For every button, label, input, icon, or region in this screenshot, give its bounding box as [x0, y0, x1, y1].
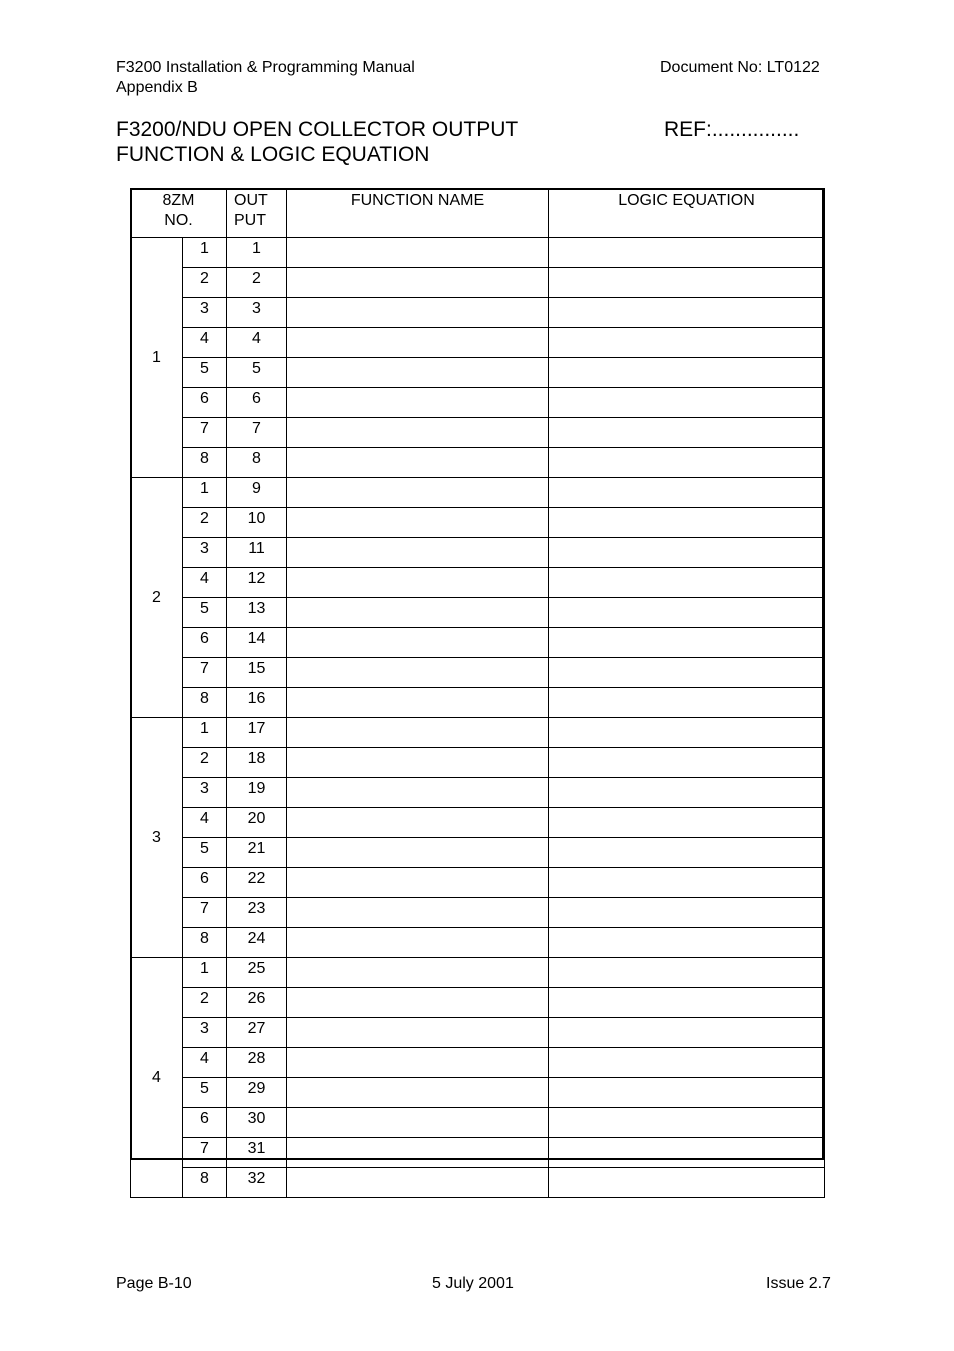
- table-row: [131, 688, 825, 718]
- table-row: [131, 418, 825, 448]
- output-number-cell: 17: [227, 718, 287, 748]
- sub-number-cell: 8: [183, 1168, 227, 1198]
- output-number-cell: 30: [227, 1108, 287, 1138]
- table-row: [131, 298, 825, 328]
- table-row: [131, 508, 825, 538]
- sub-number-cell: 7: [183, 1138, 227, 1168]
- output-number-cell: 24: [227, 928, 287, 958]
- function-name-cell[interactable]: [287, 748, 549, 778]
- reference-field: REF:...............: [664, 118, 800, 141]
- header-out-label: OUT: [234, 192, 268, 209]
- function-name-cell[interactable]: [287, 238, 549, 268]
- logic-equation-cell[interactable]: [549, 748, 825, 778]
- table-row: [131, 238, 825, 268]
- logic-equation-cell[interactable]: [549, 958, 825, 988]
- sub-number-cell: 6: [183, 628, 227, 658]
- logic-equation-cell[interactable]: [549, 778, 825, 808]
- page-title: [116, 117, 518, 167]
- function-name-cell[interactable]: [287, 628, 549, 658]
- sub-number-cell: 1: [183, 478, 227, 508]
- logic-equation-cell[interactable]: [549, 658, 825, 688]
- output-number-cell: 25: [227, 958, 287, 988]
- logic-equation-cell[interactable]: [549, 598, 825, 628]
- issue-date: 5 July 2001: [432, 1275, 514, 1292]
- output-number-cell: 14: [227, 628, 287, 658]
- function-name-cell[interactable]: [287, 868, 549, 898]
- output-number-cell: 4: [227, 328, 287, 358]
- output-number-cell: 27: [227, 1018, 287, 1048]
- logic-equation-cell[interactable]: [549, 868, 825, 898]
- zm-number-cell: 2: [131, 478, 183, 718]
- output-number-cell: 9: [227, 478, 287, 508]
- logic-equation-cell[interactable]: [549, 1048, 825, 1078]
- table-row: [131, 1078, 825, 1108]
- function-name-cell[interactable]: [287, 538, 549, 568]
- logic-equation-cell[interactable]: [549, 718, 825, 748]
- sub-number-cell: 3: [183, 298, 227, 328]
- logic-equation-cell[interactable]: [549, 508, 825, 538]
- sub-number-cell: 5: [183, 838, 227, 868]
- sub-number-cell: 5: [183, 598, 227, 628]
- sub-number-cell: 7: [183, 658, 227, 688]
- logic-equation-cell[interactable]: [549, 1078, 825, 1108]
- function-name-cell[interactable]: [287, 328, 549, 358]
- table-row: [131, 718, 825, 748]
- logic-equation-cell[interactable]: [549, 928, 825, 958]
- output-number-cell: 10: [227, 508, 287, 538]
- sub-number-cell: 7: [183, 418, 227, 448]
- table-row: [131, 838, 825, 868]
- logic-equation-cell[interactable]: [549, 988, 825, 1018]
- sub-number-cell: 5: [183, 358, 227, 388]
- output-number-cell: 13: [227, 598, 287, 628]
- function-name-cell[interactable]: [287, 1048, 549, 1078]
- zm-number-cell: 1: [131, 238, 183, 478]
- function-name-cell[interactable]: [287, 298, 549, 328]
- output-number-cell: 21: [227, 838, 287, 868]
- table-row: [131, 1168, 825, 1198]
- function-name-cell[interactable]: [287, 358, 549, 388]
- logic-equation-cell[interactable]: [549, 298, 825, 328]
- sub-number-cell: 2: [183, 988, 227, 1018]
- logic-equation-cell[interactable]: [549, 1168, 825, 1198]
- output-number-cell: 26: [227, 988, 287, 1018]
- sub-number-cell: 7: [183, 898, 227, 928]
- table-row: [131, 868, 825, 898]
- logic-equation-cell[interactable]: [549, 628, 825, 658]
- table-row: [131, 598, 825, 628]
- function-name-cell[interactable]: [287, 658, 549, 688]
- sub-number-cell: 3: [183, 538, 227, 568]
- table-row: [131, 358, 825, 388]
- table-body: [131, 189, 825, 1198]
- sub-number-cell: 8: [183, 928, 227, 958]
- output-number-cell: 3: [227, 298, 287, 328]
- sub-number-cell: 2: [183, 268, 227, 298]
- table-row: [131, 898, 825, 928]
- output-number-cell: 31: [227, 1138, 287, 1168]
- function-name-cell[interactable]: [287, 1018, 549, 1048]
- table-row: [131, 748, 825, 778]
- sub-number-cell: 1: [183, 238, 227, 268]
- appendix-label: Appendix B: [116, 79, 198, 96]
- function-name-cell[interactable]: [287, 838, 549, 868]
- function-name-cell[interactable]: [287, 568, 549, 598]
- header-output: [227, 189, 287, 238]
- logic-equation-cell[interactable]: [549, 1108, 825, 1138]
- function-name-cell[interactable]: [287, 988, 549, 1018]
- logic-equation-cell[interactable]: [549, 478, 825, 508]
- function-name-cell[interactable]: [287, 388, 549, 418]
- table-row: [131, 658, 825, 688]
- function-name-cell[interactable]: [287, 778, 549, 808]
- logic-equation-cell[interactable]: [549, 1018, 825, 1048]
- table-row: [131, 1138, 825, 1168]
- output-number-cell: 16: [227, 688, 287, 718]
- sub-number-cell: 4: [183, 1048, 227, 1078]
- logic-equation-cell[interactable]: [549, 358, 825, 388]
- manual-title: F3200 Installation & Programming Manual: [116, 59, 415, 76]
- logic-equation-cell[interactable]: [549, 418, 825, 448]
- issue-number: Issue 2.7: [766, 1275, 831, 1292]
- table-row: [131, 808, 825, 838]
- sub-number-cell: 3: [183, 778, 227, 808]
- logic-equation-cell[interactable]: [549, 898, 825, 928]
- sub-number-cell: 4: [183, 568, 227, 598]
- logic-equation-cell[interactable]: [549, 328, 825, 358]
- sub-number-cell: 8: [183, 448, 227, 478]
- sub-number-cell: 5: [183, 1078, 227, 1108]
- sub-number-cell: 3: [183, 1018, 227, 1048]
- table-row: [131, 268, 825, 298]
- header-put-label: PUT: [234, 212, 266, 229]
- page-title-line2: FUNCTION & LOGIC EQUATION: [116, 143, 430, 166]
- logic-equation-cell[interactable]: [549, 688, 825, 718]
- sub-number-cell: 2: [183, 748, 227, 778]
- logic-equation-cell[interactable]: [549, 538, 825, 568]
- logic-equation-cell[interactable]: [549, 568, 825, 598]
- table-row: [131, 388, 825, 418]
- function-name-cell[interactable]: [287, 1108, 549, 1138]
- logic-equation-cell[interactable]: [549, 238, 825, 268]
- output-number-cell: 23: [227, 898, 287, 928]
- table-row: [131, 778, 825, 808]
- sub-number-cell: 8: [183, 688, 227, 718]
- table-row: [131, 538, 825, 568]
- output-number-cell: 19: [227, 778, 287, 808]
- output-number-cell: 7: [227, 418, 287, 448]
- function-name-cell[interactable]: [287, 1168, 549, 1198]
- table-row: [131, 988, 825, 1018]
- header-8zm-label: 8ZM: [162, 192, 195, 209]
- function-name-cell[interactable]: [287, 448, 549, 478]
- sub-number-cell: 4: [183, 808, 227, 838]
- output-number-cell: 8: [227, 448, 287, 478]
- table-row: [131, 1018, 825, 1048]
- table-row: [131, 958, 825, 988]
- table-row: [131, 568, 825, 598]
- sub-number-cell: 1: [183, 718, 227, 748]
- output-number-cell: 1: [227, 238, 287, 268]
- function-name-cell[interactable]: [287, 688, 549, 718]
- output-number-cell: 22: [227, 868, 287, 898]
- table-header-row: [131, 189, 825, 238]
- function-name-cell[interactable]: [287, 958, 549, 988]
- header-8zm-no: [131, 189, 227, 238]
- function-name-cell[interactable]: [287, 268, 549, 298]
- logic-equation-cell[interactable]: [549, 268, 825, 298]
- function-name-cell[interactable]: [287, 478, 549, 508]
- function-name-cell[interactable]: [287, 508, 549, 538]
- sub-number-cell: 6: [183, 1108, 227, 1138]
- table-row: [131, 928, 825, 958]
- function-name-cell[interactable]: [287, 418, 549, 448]
- output-number-cell: 29: [227, 1078, 287, 1108]
- sub-number-cell: 4: [183, 328, 227, 358]
- sub-number-cell: 1: [183, 958, 227, 988]
- document-number: Document No: LT0122: [660, 59, 820, 76]
- output-number-cell: 6: [227, 388, 287, 418]
- header-function-name: FUNCTION NAME: [287, 189, 549, 238]
- function-name-cell[interactable]: [287, 898, 549, 928]
- header-no-label: NO.: [164, 212, 193, 229]
- output-function-table: [130, 188, 825, 1198]
- logic-equation-cell[interactable]: [549, 808, 825, 838]
- output-number-cell: 20: [227, 808, 287, 838]
- logic-equation-cell[interactable]: [549, 838, 825, 868]
- function-name-cell[interactable]: [287, 808, 549, 838]
- zm-number-cell: 3: [131, 718, 183, 958]
- output-number-cell: 15: [227, 658, 287, 688]
- logic-equation-cell[interactable]: [549, 448, 825, 478]
- function-name-cell[interactable]: [287, 928, 549, 958]
- table-row: [131, 328, 825, 358]
- function-name-cell[interactable]: [287, 598, 549, 628]
- output-number-cell: 32: [227, 1168, 287, 1198]
- zm-number-cell: 4: [131, 958, 183, 1198]
- table-row: [131, 1108, 825, 1138]
- header-left: [116, 58, 415, 98]
- table-row: [131, 448, 825, 478]
- output-number-cell: 28: [227, 1048, 287, 1078]
- output-number-cell: 12: [227, 568, 287, 598]
- page-number: Page B-10: [116, 1275, 192, 1292]
- function-name-cell[interactable]: [287, 1078, 549, 1108]
- logic-equation-cell[interactable]: [549, 388, 825, 418]
- sub-number-cell: 2: [183, 508, 227, 538]
- output-number-cell: 18: [227, 748, 287, 778]
- sub-number-cell: 6: [183, 388, 227, 418]
- logic-equation-cell[interactable]: [549, 1138, 825, 1168]
- sub-number-cell: 6: [183, 868, 227, 898]
- table-row: [131, 1048, 825, 1078]
- output-number-cell: 2: [227, 268, 287, 298]
- output-number-cell: 11: [227, 538, 287, 568]
- output-number-cell: 5: [227, 358, 287, 388]
- page-title-line1: F3200/NDU OPEN COLLECTOR OUTPUT: [116, 118, 519, 141]
- function-name-cell[interactable]: [287, 1138, 549, 1168]
- table-row: [131, 628, 825, 658]
- header-logic-equation: LOGIC EQUATION: [549, 189, 825, 238]
- function-name-cell[interactable]: [287, 718, 549, 748]
- table-row: [131, 478, 825, 508]
